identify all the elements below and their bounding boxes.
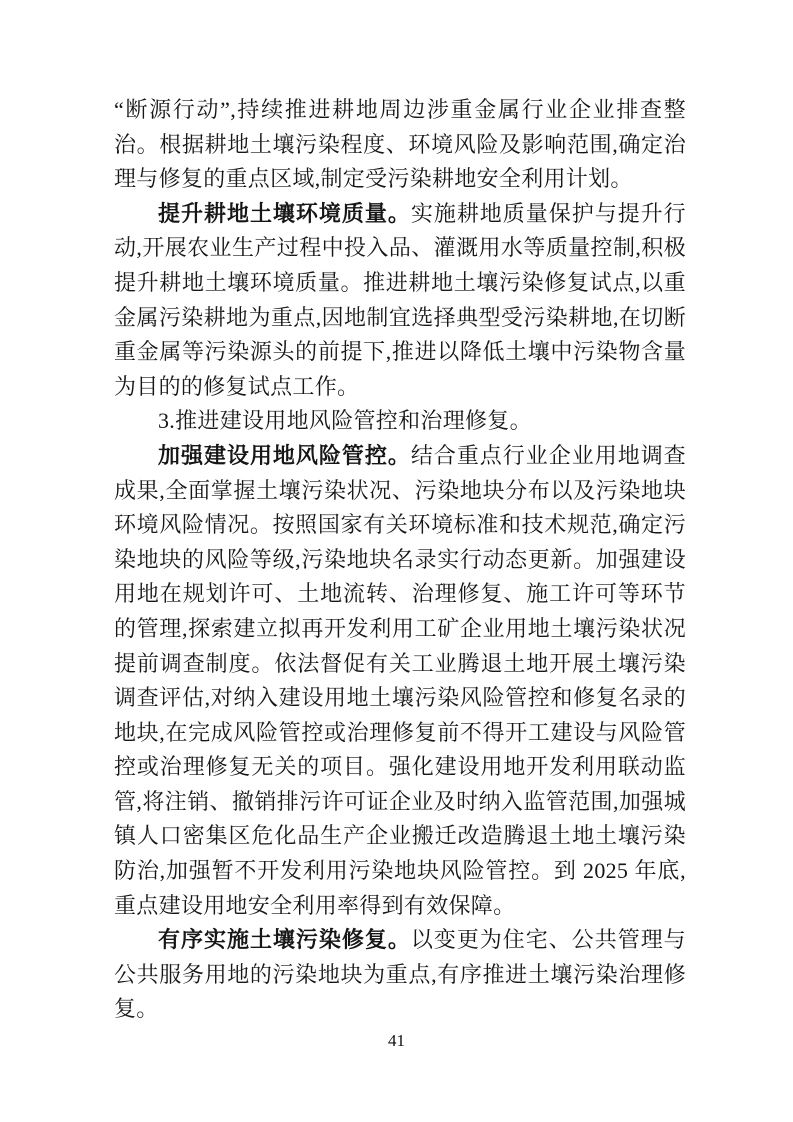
body-text: 实施耕地质量保护与提升行动,开展农业生产过程中投入品、灌溉用水等质量控制,积极提升耕地土壤环境质量。推进耕地土壤污染修复试点,以重金属污染耕地为重点,因地制宜选择典型受污染耕地,在切断重金属等污染源头的前提下,推进以降低土壤中污染物含量为目的的修复试点工作。 — [114, 200, 686, 399]
run-in-heading: 有序实施土壤污染修复。 — [158, 927, 411, 953]
document-body — [114, 93, 686, 1027]
run-in-heading: 提升耕地土壤环境质量。 — [158, 200, 411, 226]
body-text: 3.推进建设用地风险管控和治理修复。 — [158, 408, 532, 434]
paragraph — [114, 439, 686, 923]
paragraph — [114, 923, 686, 1027]
run-in-heading: 加强建设用地风险管控。 — [158, 442, 411, 468]
page-number: 41 — [388, 1031, 405, 1050]
body-text: 结合重点行业企业用地调查成果,全面掌握土壤污染状况、污染地块分布以及污染地块环境风险情况。按照国家有关环境标准和技术规范,确定污染地块的风险等级,污染地块名录实行动态更新。加强建设用地在规划许可、土地流转、治理修复、施工许可等环节的管理,探索建立拟再开发利用工矿企业用地土壤污染状况提前调查制度。依法督促有关工业腾退土地开展土壤污染调查评估,对纳入建设用地土壤污染风险管控和修复名录的地块,在完成风险管控或治理修复前不得开工建设与风险管控或治理修复无关的项目。强化建设用地开发利用联动监管,将注销、撤销排污许可证企业及时纳入监管范围,加强城镇人口密集区危化品生产企业搬迁改造腾退土地土壤污染防治,加强暂不开发利用污染地块风险管控。到 2025 年底,重点建设用地安全利用率得到有效保障。 — [114, 442, 686, 918]
body-text: “断源行动”,持续推进耕地周边涉重金属行业企业排查整治。根据耕地土壤污染程度、环境风险及影响范围,确定治理与修复的重点区域,制定受污染耕地安全利用计划。 — [114, 97, 686, 192]
paragraph — [114, 404, 686, 439]
body-text: 以变更为住宅、公共管理与公共服务用地的污染地块为重点,有序推进土壤污染治理修复。 — [114, 927, 686, 1022]
paragraph — [114, 197, 686, 405]
paragraph — [114, 93, 686, 197]
